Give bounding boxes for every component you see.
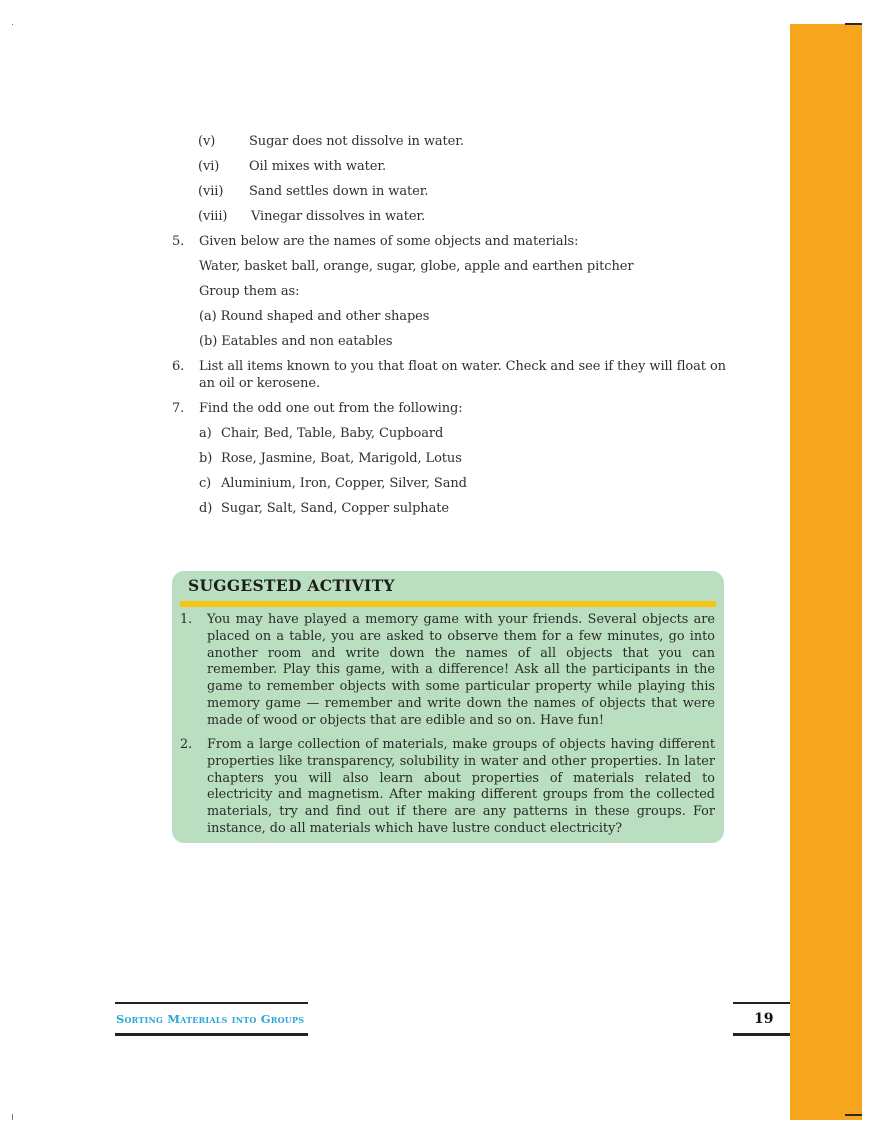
activity-title: SUGGESTED ACTIVITY [188, 576, 395, 595]
footer-rule-top [115, 1002, 308, 1004]
page-number: 19 [754, 1011, 774, 1027]
crop-mark-bottom [845, 1114, 862, 1116]
footer-rule-bottom [115, 1033, 308, 1036]
crop-mark-top [845, 23, 862, 25]
footer-chapter-title: Sorting Materials into Groups [116, 1012, 305, 1026]
activity-item-text: You may have played a memory game with your friends. Several objects are placed on a table, you are asked to observe them for a few minutes, go into another room and write down the names of all objects that you can remember. Play this game, with a difference! Ask all the participants in the game to remember objects with some particular property while playing this memory game — remember and write down the names of objects that were made of wood or objects that are edible and so on. Have fun! [207, 612, 715, 728]
corner-mark-top [12, 24, 13, 25]
activity-item-number: 1. [180, 612, 193, 627]
side-color-bar [790, 24, 862, 1120]
activity-item-text: From a large collection of materials, make groups of objects having different properties like transparency, solubility in water and other properties. In later chapters you will also learn about properties of materials related to electricity and magnetism. After making different groups from the collected materials, try and find out if there are any patterns in these groups. For instance, do all materials which have lustre conduct electricity? [207, 737, 715, 836]
corner-mark-bottom [12, 1114, 13, 1120]
activity-item-number: 2. [180, 737, 193, 752]
page-number-rule-top [733, 1002, 790, 1004]
activity-title-rule [180, 601, 716, 607]
page-number-rule-bottom [733, 1033, 790, 1036]
suggested-activity-box [172, 571, 724, 843]
